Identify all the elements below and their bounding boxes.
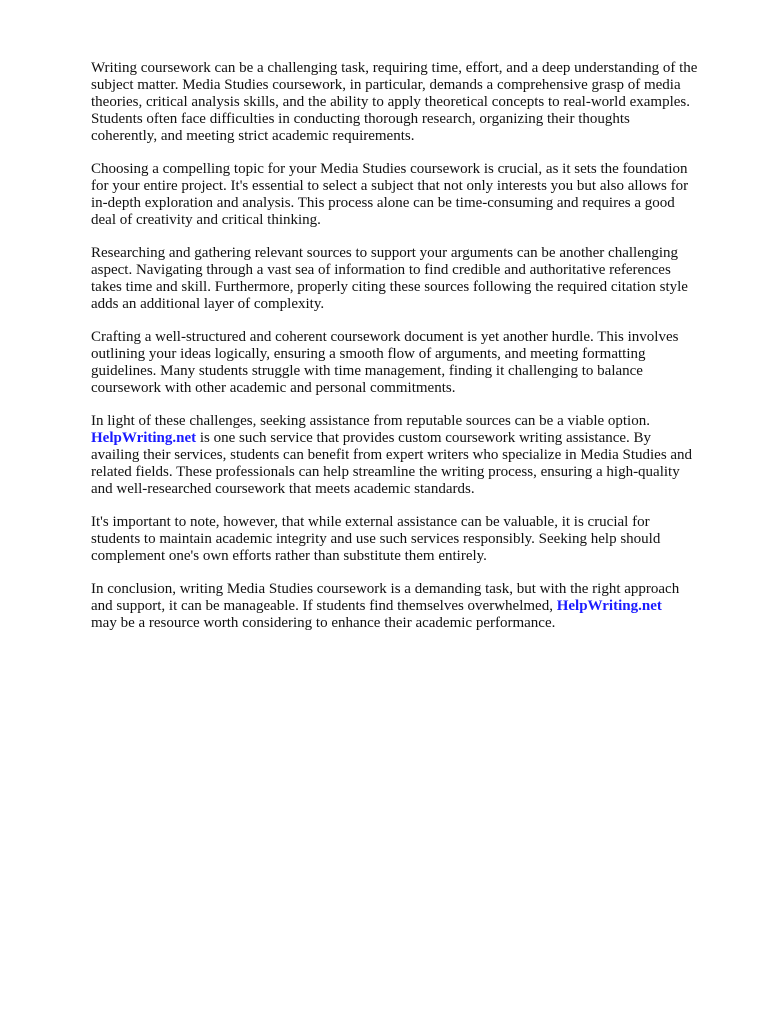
paragraph-conclusion xyxy=(91,581,723,632)
paragraph-conclusion-lead: In conclusion, writing Media Studies coursework is a demanding task, but with the right approach and support, it can be manageable. If students find themselves overwhelmed, xyxy=(91,581,680,614)
helpwriting-link[interactable]: HelpWriting.net xyxy=(91,430,197,446)
paragraph-assistance-lead: In light of these challenges, seeking assistance from reputable sources can be a viable option. xyxy=(91,413,650,429)
paragraph-structure: Crafting a well-structured and coherent coursework document is yet another hurdle. This involves outlining your ideas logically, ensuring a smooth flow of arguments, and meeting formatting guidelines. Many students struggle with time management, finding it challenging to balance coursework with other academic and personal commitments. xyxy=(91,329,679,396)
paragraph-topic: Choosing a compelling topic for your Media Studies coursework is crucial, as it sets the foundation for your entire project. It's essential to select a subject that not only interests you but also allows for in-depth exploration and analysis. This process alone can be time-consuming and requires a good deal of creativity and critical thinking. xyxy=(91,161,689,228)
paragraph-integrity: It's important to note, however, that while external assistance can be valuable, it is crucial for students to maintain academic integrity and use such services responsibly. Seeking help should complement one's own efforts rather than substitute them entirely. xyxy=(91,514,661,564)
paragraph-research: Researching and gathering relevant sources to support your arguments can be another challenging aspect. Navigating through a vast sea of information to find credible and authoritative references takes time and skill. Furthermore, properly citing these sources following the required citation style adds an additional layer of complexity. xyxy=(91,245,688,312)
paragraph-conclusion-rest: may be a resource worth considering to enhance their academic performance. xyxy=(91,615,556,631)
paragraph-intro: Writing coursework can be a challenging task, requiring time, effort, and a deep understanding of the subject matter. Media Studies coursework, in particular, demands a comprehensive grasp of media theories, critical analysis skills, and the ability to apply theoretical concepts to real-world examples. Students often face difficulties in conducting thorough research, organizing their thoughts coherently, and meeting strict academic requirements. xyxy=(91,60,698,144)
paragraph-assistance-rest: is one such service that provides custom coursework writing assistance. By availing their services, students can benefit from expert writers who specialize in Media Studies and related fields. These professionals can help streamline the writing process, ensuring a high-quality and well-researched coursework that meets academic standards. xyxy=(91,430,693,497)
helpwriting-link-conclusion[interactable]: HelpWriting.net xyxy=(556,598,662,614)
paragraph-assistance xyxy=(91,413,723,498)
document-body xyxy=(91,60,723,648)
